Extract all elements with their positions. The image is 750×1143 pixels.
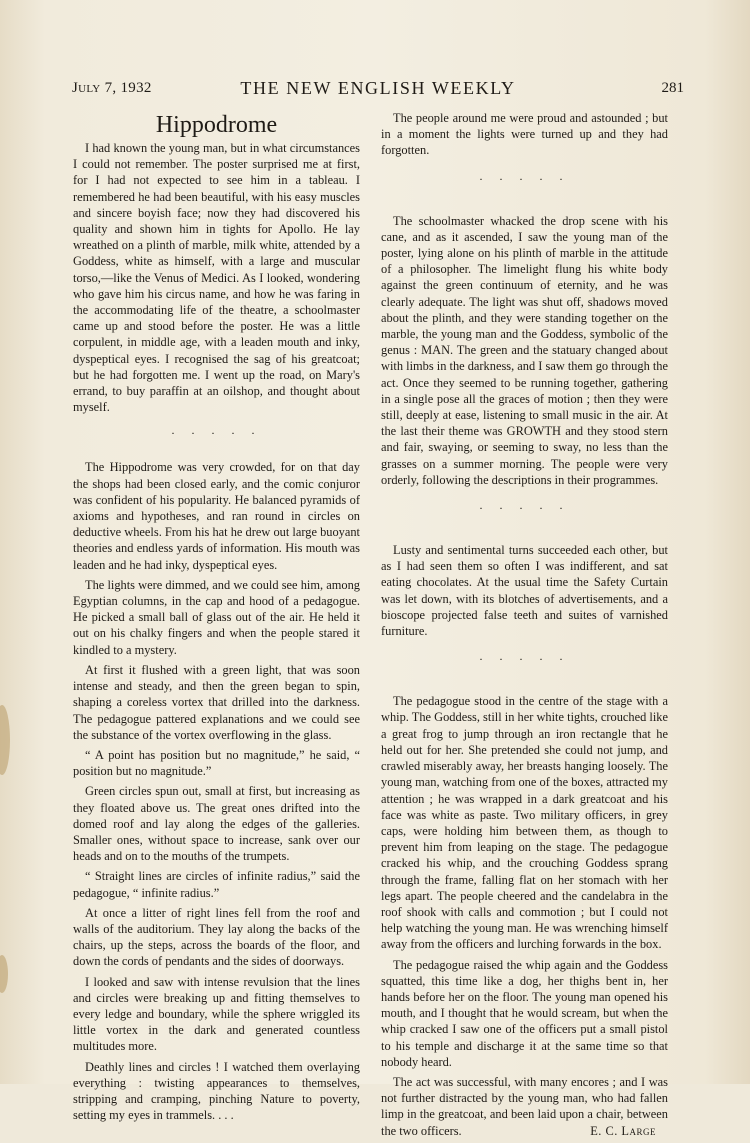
paper-stain bbox=[0, 705, 10, 775]
publication-title: THE NEW ENGLISH WEEKLY bbox=[240, 78, 516, 98]
paragraph: I had known the young man, but in what circumstances I could not remember. The poster surprised me at first, for I had not expected to see him in a tableau. I remembered he had been beautiful, with his easy muscles and sincere boyish face; now they had discovered his quality and shown him in tights for Apollo. He lay wreathed on a plinth of marble, milk white, attended by a Goddess, white as himself, with a large and muscular torso,—like the Venus of Medici. As I looked, wondering who gave him his circus name, and how he was faring in the accommodating life of the theatre, a schoolmaster came up and stood before the poster. He was a little corpulent, in middle age, with a leaden mouth and inky, dyspeptical eyes. I recognised the sag of his greatcoat; but he had forgotten me. I went up the road, on Mary's errand, to buy paraffin at an oilshop, and thought about myself. bbox=[73, 141, 360, 415]
author-signature: E. C. Large bbox=[590, 1123, 656, 1138]
paragraph: Deathly lines and circles ! I watched them overlaying everything : twisting appearances to themselves, stripping and cramping, pinching Nature to poverty, setting my eyes in trammels. . . . bbox=[73, 1059, 360, 1123]
paragraph: The pedagogue stood in the centre of the stage with a whip. The Goddess, still in her white tights, crouched like a great frog to jump through an iron rectangle that he held out for her. She pretended she could not jump, and crawled miserably away, her breasts hanging loosely. The young man, watching from one of the boxes, attracted my attention ; he was wrapped in a dark greatcoat and his face was white as paste. Two military officers, in grey caps, were holding him between them, as though to prevent him from leaping on the stage. The pedagogue cracked his whip, and the crouching Goddess sprang through the frame, falling flat on her stomach with her legs apart. The people cheered and the candelabra in the roof shook with calls and commotion ; but I could not help watching the young man. He was wrenching himself away from the officers and lurching forwards in the box. bbox=[381, 694, 668, 952]
section-separator: . . . . . bbox=[171, 423, 262, 438]
article-title: Hippodrome bbox=[155, 112, 278, 138]
section-separator: . . . . . bbox=[479, 168, 570, 183]
right-column bbox=[381, 110, 668, 1143]
paragraph: At once a litter of right lines fell from the roof and walls of the auditorium. They lay along the backs of the chairs, up the steps, across the boards of the floor, and down the cords of pendants and the sides of doorways. bbox=[73, 905, 360, 969]
paragraph: “ Straight lines are circles of infinite radius,” said the pedagogue, “ infinite radius.” bbox=[73, 869, 360, 900]
section-separator: . . . . . bbox=[479, 649, 570, 664]
left-column bbox=[73, 110, 360, 1127]
paragraph: “ A point has position but no magnitude,” he said, “ position but no magnitude.” bbox=[73, 747, 360, 779]
section-separator: . . . . . bbox=[479, 498, 570, 513]
paragraph: At first it flushed with a green light, that was soon intense and steady, and then the green began to spin, shaping a coreless vortex that drilled into the darkness. The pedagogue pattered explanations and we could see the substance of the vortex overflowing in the glass. bbox=[73, 662, 360, 742]
running-header bbox=[72, 80, 684, 102]
paragraph: The schoolmaster whacked the drop scene with his cane, and as it ascended, I saw the young man of the poster, lying alone on his plinth of marble in the attitude of a philosopher. The limelight flung his white body against the green continuum of eternity, and he was clearly adequate. The light was shut off, shadows moved about the plinth, and they were standing together on the marble, the young man and the Goddess, symbolic of the genus : MAN. The green and the statuary changed about with limbs in the darkness, and I saw them go through the act. Once they seemed to be running together, gathering in a single pose all the graces of motion ; then they were still, deeply at ease, listening to small music in the air. At the last their theme was GROWTH and they stood stern and fair, swaying, or seeming to sway, no less than the grasses on a summer morning. The people were very orderly, following the descriptions in their programmes. bbox=[381, 213, 669, 487]
paragraph: The Hippodrome was very crowded, for on that day the shops had been closed early, and the comic conjuror was confident of his popularity. He balanced pyramids of axioms and hypotheses, and ran round in circles on deductive wheels. From his hat he drew out large buoyant theories and endless yards of information. His mouth was leaden and he had inky, dyspeptical eyes. bbox=[73, 460, 360, 572]
issue-date: July 7, 1932 bbox=[72, 80, 152, 96]
page-number: 281 bbox=[661, 80, 684, 96]
paragraph: The people around me were proud and astounded ; but in a moment the lights were turned up and they had forgotten. bbox=[381, 111, 668, 158]
paragraph: The lights were dimmed, and we could see him, among Egyptian columns, in the cap and hood of a pedagogue. He picked a small ball of glass out of the air. He held it out on his chalky fingers and when the people stared it kindled to a mystery. bbox=[73, 577, 360, 657]
paragraph-text: The act was successful, with many encores ; and I was not further distracted by the young man, who had fallen limp in the greatcoat, and been laid upon a chair, between the two officers. bbox=[381, 1074, 668, 1138]
paper-stain bbox=[0, 955, 8, 993]
paragraph: The pedagogue raised the whip again and the Goddess squatted, this time like a dog, her thighs bent in, her hands before her on the floor. The young man opened his mouth, and I thought that he would scream, but when the whip cracked I saw one of the officers put a small pistol to his temple and discharge it at the same time so that nobody heard. bbox=[381, 957, 668, 1069]
paragraph: I looked and saw with intense revulsion that the lines and circles were breaking up and fitting themselves to every ledge and boundary, while the sphere wriggled its little vortex in the dark and generated countless multitudes more. bbox=[73, 974, 360, 1054]
paragraph: Lusty and sentimental turns succeeded each other, but as I had seen them so often I was indifferent, and sat eating chocolates. At the usual time the Safety Curtain was let down, with its blotches of advertisements, and a bioscope projected false teeth and suites of varnished furniture. bbox=[381, 543, 668, 639]
paragraph: Green circles spun out, small at first, but increasing as they floated above us. The great ones drifted into the domed roof and lay along the edges of the galleries. Smaller ones, without space to increase, sank over our heads and on to the mouths of the trumpets. bbox=[73, 784, 360, 864]
